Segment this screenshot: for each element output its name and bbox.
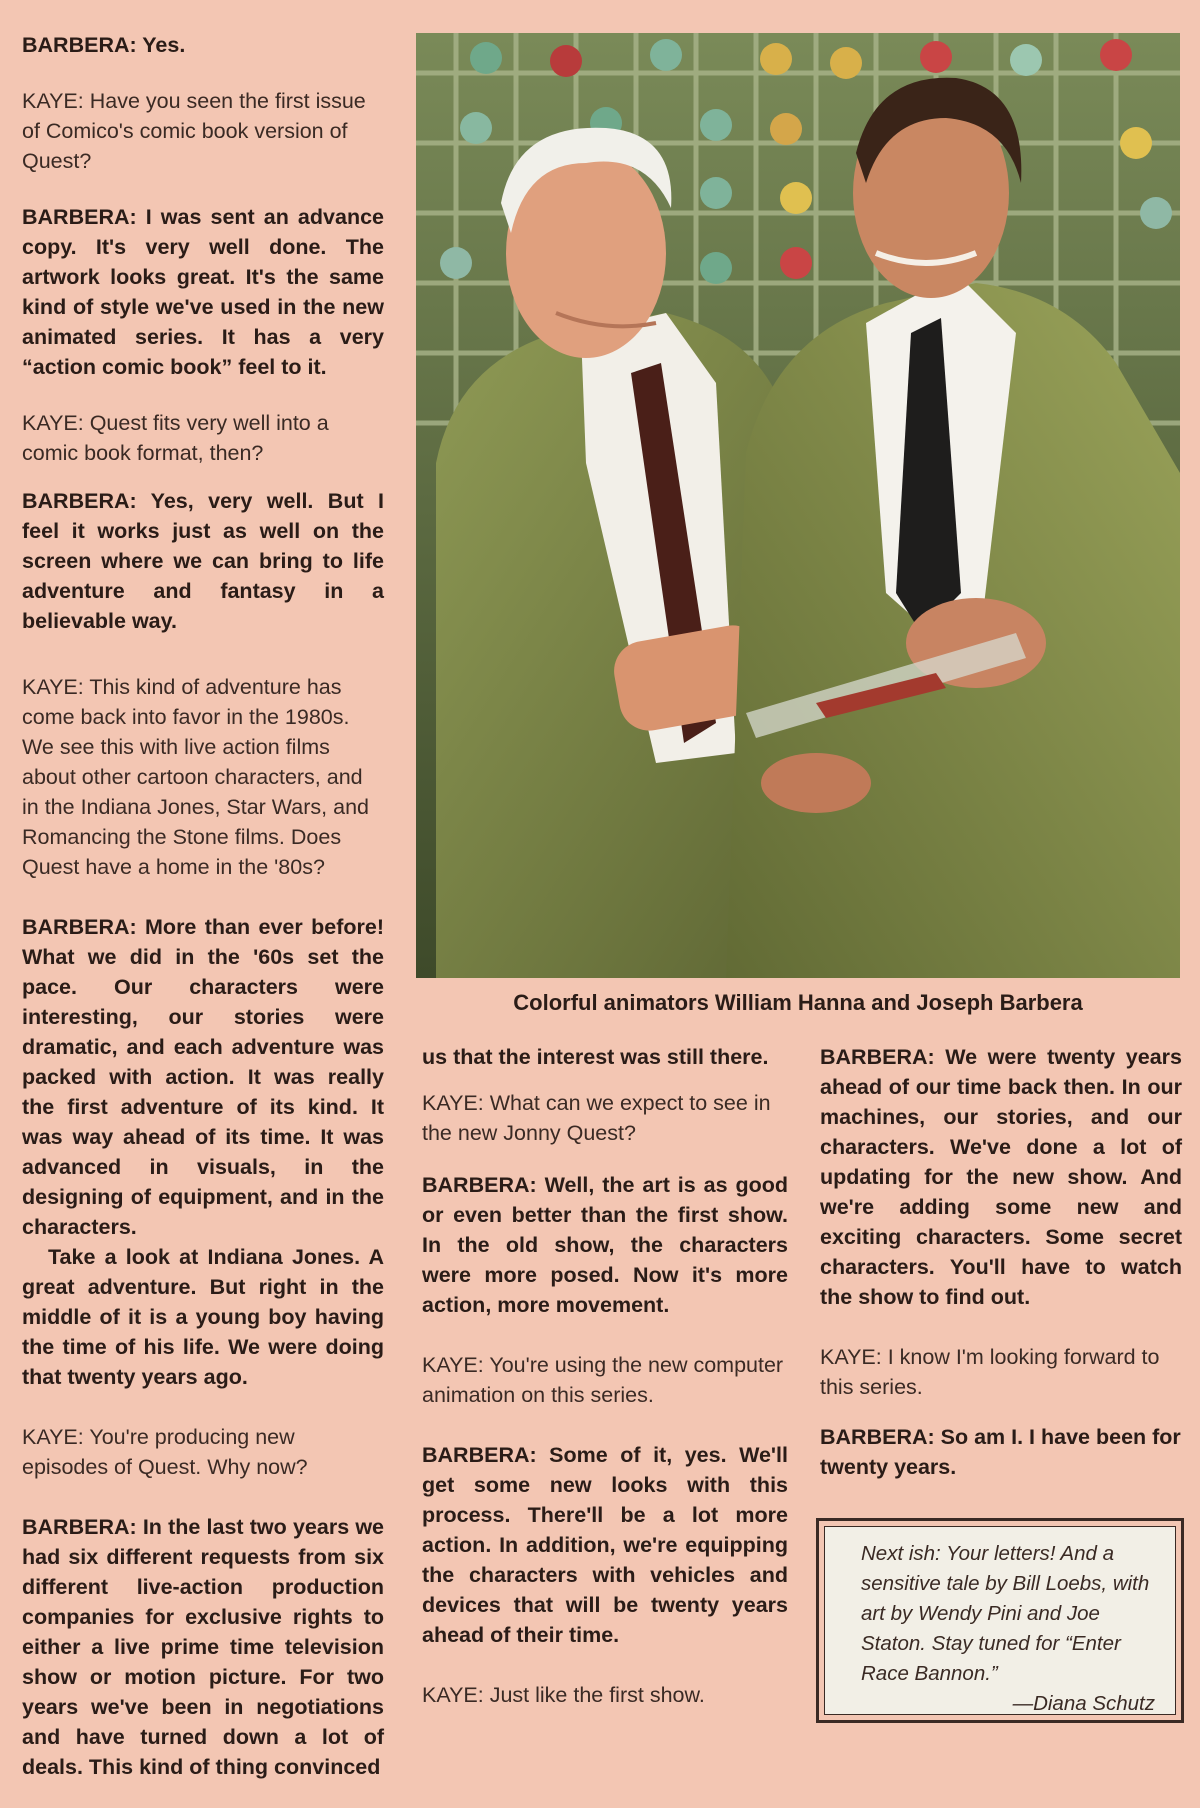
photo-caption: Colorful animators William Hanna and Joseph Barbera xyxy=(513,990,1083,1015)
barbera-answer: BARBERA: More than ever before! What we did in the '60s set the pace. Our characters were interesting, our stories were dramatic, and each adventure was packed with action. It was really the first adventure of its kind. It was way ahead of its time. It was advanced in visuals, in the designing of equipment, and in the characters. xyxy=(22,915,384,1239)
next-issue-box-inner xyxy=(824,1526,1176,1715)
column-3 xyxy=(820,1042,1182,1508)
barbera-answer: BARBERA: Some of it, yes. We'll get some new looks with this process. There'll be a lot more action. In addition, we're equipping the characters with vehicles and devices that will be twenty years ahead of their time. xyxy=(422,1443,788,1647)
kaye-question: KAYE: Have you seen the first issue of Comico's comic book version of Quest? xyxy=(22,89,366,173)
kaye-question: KAYE: Quest fits very well into a comic book format, then? xyxy=(22,411,329,465)
column-1 xyxy=(22,30,384,1808)
kaye-question: KAYE: What can we expect to see in the new Jonny Quest? xyxy=(422,1091,771,1145)
next-issue-text: Next ish: Your letters! And a sensitive tale by Bill Loebs, with art by Wendy Pini and Joe Staton. Stay tuned for “Enter Race Bannon.” xyxy=(861,1542,1150,1685)
barbera-answer: BARBERA: We were twenty years ahead of our time back then. In our machines, our stories, and our characters. We've done a lot of updating for the new show. And we're adding some new and exciting characters. Some secret characters. You'll have to watch the show to find out. xyxy=(820,1045,1182,1309)
barbera-answer: BARBERA: Yes. xyxy=(22,33,186,57)
signature: —Diana Schutz xyxy=(1012,1692,1155,1715)
kaye-question: KAYE: You're using the new computer animation on this series. xyxy=(422,1353,784,1407)
barbera-answer: BARBERA: Well, the art is as good or even better than the first show. In the old show, the characters were more posed. Now it's more action, more movement. xyxy=(422,1173,788,1317)
kaye-question: KAYE: You're producing new episodes of Quest. Why now? xyxy=(22,1425,308,1479)
kaye-question: KAYE: This kind of adventure has come back into favor in the 1980s. We see this with live action films about other cartoon characters, and in the Indiana Jones, Star Wars, and Romancing the Stone films. Does Quest have a home in the '80s? xyxy=(22,675,369,879)
barbera-answer: BARBERA: I was sent an advance copy. It's very well done. The artwork looks great. It's the same kind of style we've used in the new animated series. It has a very “action comic book” feel to it. xyxy=(22,205,384,379)
barbera-answer-continued: Take a look at Indiana Jones. A great adventure. But right in the middle of it is a young boy having the time of his life. We were doing that twenty years ago. xyxy=(22,1245,384,1389)
photo-hanna-barbera xyxy=(416,33,1180,978)
next-issue-box xyxy=(816,1518,1184,1723)
column-2 xyxy=(422,1042,788,1736)
barbera-answer: BARBERA: In the last two years we had six different requests from six different live-action production companies for exclusive rights to either a live prime time television show or motion picture. For two years we've been in negotiations and have turned down a lot of deals. This kind of thing convinced xyxy=(22,1515,384,1779)
barbera-answer-continued: us that the interest was still there. xyxy=(422,1045,769,1069)
barbera-answer: BARBERA: Yes, very well. But I feel it works just as well on the screen where we can bring to life adventure and fantasy in a believable way. xyxy=(22,489,384,633)
kaye-question: KAYE: Just like the first show. xyxy=(422,1683,705,1707)
kaye-question: KAYE: I know I'm looking forward to this series. xyxy=(820,1345,1160,1399)
barbera-answer: BARBERA: So am I. I have been for twenty years. xyxy=(820,1425,1181,1479)
